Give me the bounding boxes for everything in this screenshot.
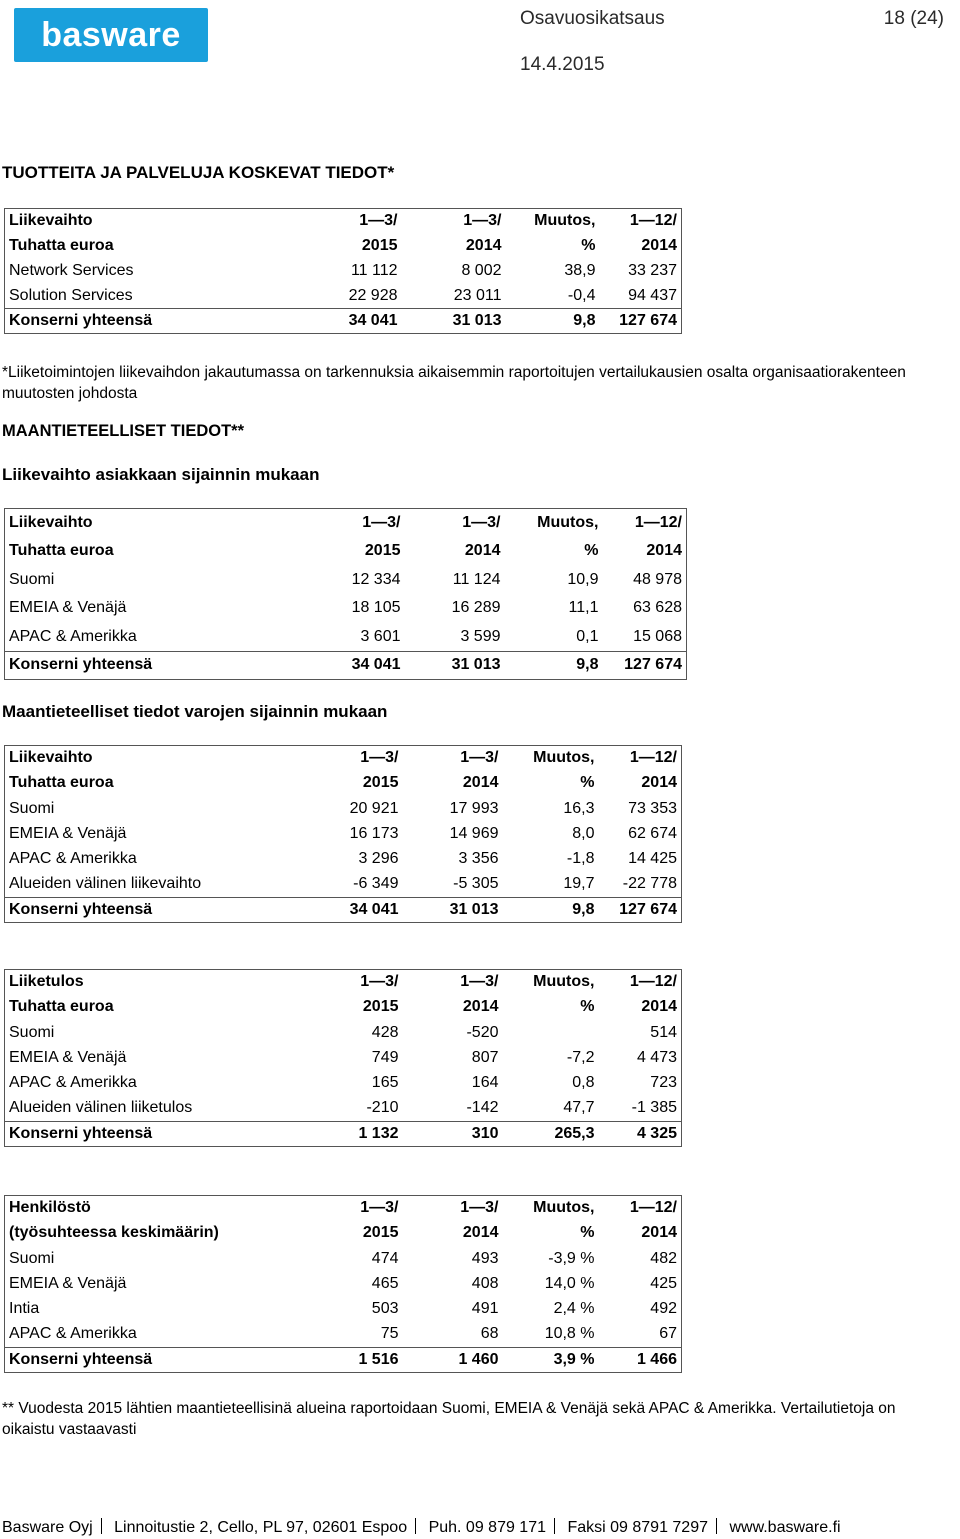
value-cell: 3,9 % — [503, 1347, 599, 1372]
value-cell: 94 437 — [628, 286, 677, 304]
total-row — [5, 651, 687, 680]
total-row — [5, 309, 682, 334]
header-row — [5, 209, 682, 234]
value-cell: 2015 — [362, 1224, 399, 1242]
value-cell: 1—3/ — [460, 1199, 499, 1217]
row-label: Konserni yhteensä — [5, 897, 235, 922]
value-cell: 164 — [471, 1074, 499, 1092]
row-label: Konserni yhteensä — [5, 1347, 243, 1372]
value-cell: 2014 — [646, 542, 682, 560]
table-row — [5, 847, 682, 872]
value-cell: 33 237 — [628, 262, 677, 279]
table-row — [5, 872, 682, 897]
value-cell: 3 601 — [360, 627, 401, 645]
value-cell: 0,1 — [576, 627, 599, 645]
value-cell: Muutos, — [537, 514, 599, 531]
value-cell: 2014 — [641, 998, 677, 1016]
value-cell: 492 — [650, 1300, 677, 1318]
value-cell: 73 353 — [628, 799, 677, 817]
customer-location-heading: Liikevaihto asiakkaan sijainnin mukaan — [2, 465, 320, 484]
value-cell: 2014 — [464, 542, 501, 560]
value-cell: 127 674 — [599, 897, 682, 922]
value-cell: 22 928 — [348, 286, 398, 304]
footer-phone: Puh. 09 879 171 — [428, 1519, 546, 1536]
table-row — [5, 1246, 682, 1271]
value-cell: 63 628 — [633, 599, 682, 617]
header-row — [5, 995, 682, 1020]
table-row — [5, 1271, 682, 1296]
row-label: Konserni yhteensä — [5, 309, 219, 334]
header-row — [5, 970, 682, 995]
value-cell: 34 041 — [235, 897, 403, 922]
value-cell: 10,8 % — [544, 1325, 595, 1343]
header-row — [5, 771, 682, 796]
value-cell: -1 385 — [631, 1099, 677, 1117]
row-label: Suomi — [9, 1249, 55, 1267]
row-label: Tuhatta euroa — [9, 774, 114, 792]
value-cell: -520 — [466, 1023, 499, 1041]
row-label: Alueiden välinen liikevaihto — [9, 875, 202, 893]
value-cell: 127 674 — [600, 309, 682, 334]
value-cell: -0,4 — [567, 286, 596, 304]
row-label: Henkilöstö — [9, 1199, 91, 1217]
row-label: Konserni yhteensä — [5, 651, 219, 680]
value-cell: 465 — [371, 1275, 399, 1293]
value-cell: 493 — [471, 1249, 499, 1267]
footer-separator — [554, 1518, 555, 1534]
table-row — [5, 1297, 682, 1322]
value-cell: 8 002 — [461, 262, 502, 279]
value-cell: 31 013 — [402, 309, 506, 334]
value-cell: 2014 — [462, 998, 499, 1016]
header-row — [5, 1196, 682, 1221]
value-cell: -7,2 — [566, 1049, 595, 1067]
footer-company: Basware Oyj — [2, 1519, 93, 1536]
value-cell: % — [584, 542, 599, 560]
value-cell: 1—3/ — [360, 973, 399, 991]
row-label: Tuhatta euroa — [9, 542, 114, 560]
value-cell: -142 — [466, 1099, 499, 1117]
value-cell: Muutos, — [534, 212, 596, 230]
value-cell: 14,0 % — [544, 1275, 595, 1293]
products-table — [4, 208, 682, 334]
value-cell: 1—3/ — [460, 973, 499, 991]
row-label: EMEIA & Venäjä — [9, 1275, 127, 1293]
row-label: Tuhatta euroa — [9, 998, 114, 1016]
header-row — [5, 509, 687, 538]
value-cell: 1 460 — [403, 1347, 503, 1372]
value-cell: 2015 — [364, 542, 401, 560]
total-row — [5, 1121, 682, 1146]
footer-website[interactable]: www.basware.fi — [729, 1519, 841, 1536]
value-cell: 4 325 — [599, 1121, 682, 1146]
row-label: EMEIA & Venäjä — [9, 599, 127, 617]
value-cell: 16,3 — [563, 799, 595, 817]
value-cell: 47,7 — [563, 1099, 595, 1117]
value-cell: % — [580, 1224, 595, 1242]
value-cell: 1 132 — [235, 1121, 403, 1146]
value-cell: 38,9 — [564, 262, 596, 279]
value-cell: 1 516 — [243, 1347, 403, 1372]
row-label: APAC & Amerikka — [9, 1074, 137, 1092]
personnel-table — [4, 1195, 682, 1373]
value-cell: -210 — [366, 1099, 399, 1117]
value-cell: 2015 — [362, 774, 399, 792]
row-label: Tuhatta euroa — [9, 237, 114, 254]
value-cell: 62 674 — [628, 825, 677, 843]
value-cell: Muutos, — [533, 973, 595, 991]
value-cell: 1—12/ — [629, 1199, 677, 1217]
value-cell: 4 473 — [636, 1049, 677, 1067]
value-cell: 127 674 — [603, 651, 687, 680]
row-label: EMEIA & Venäjä — [9, 825, 127, 843]
value-cell: 514 — [650, 1023, 677, 1041]
value-cell: 491 — [471, 1300, 499, 1318]
value-cell: % — [580, 998, 595, 1016]
customer-location-table — [4, 508, 687, 680]
basware-logo: basware — [14, 8, 208, 62]
row-label: Intia — [9, 1300, 40, 1318]
row-label: Network Services — [9, 262, 134, 279]
value-cell: 1—3/ — [359, 212, 398, 230]
value-cell: 1—12/ — [629, 749, 677, 767]
row-label: APAC & Amerikka — [9, 1325, 137, 1343]
value-cell: Muutos, — [533, 749, 595, 767]
value-cell: 1—12/ — [629, 212, 677, 230]
footer-separator — [415, 1518, 416, 1534]
value-cell: 408 — [471, 1275, 499, 1293]
value-cell: 14 969 — [449, 825, 499, 843]
value-cell: 18 105 — [351, 599, 401, 617]
table-row — [5, 1045, 682, 1070]
revenue-by-assets-table — [4, 745, 682, 923]
value-cell: 2,4 % — [553, 1300, 595, 1318]
value-cell: 11,1 — [568, 599, 599, 617]
value-cell: 3 296 — [358, 850, 399, 868]
table-row — [5, 284, 682, 309]
value-cell: 48 978 — [633, 570, 682, 588]
value-cell: 807 — [471, 1049, 499, 1067]
value-cell: 2014 — [641, 774, 677, 792]
products-heading: TUOTTEITA JA PALVELUJA KOSKEVAT TIEDOT* — [2, 163, 395, 182]
value-cell: 14 425 — [628, 850, 677, 868]
value-cell: 11 112 — [350, 262, 398, 279]
value-cell: 31 013 — [405, 651, 505, 680]
header-row — [5, 746, 682, 771]
value-cell: 749 — [371, 1049, 399, 1067]
value-cell: 31 013 — [403, 897, 503, 922]
value-cell: 9,8 — [506, 309, 600, 334]
row-label: EMEIA & Venäjä — [9, 1049, 127, 1067]
value-cell: 15 068 — [633, 627, 682, 645]
row-label: Suomi — [9, 799, 55, 817]
value-cell: 12 334 — [351, 570, 401, 588]
value-cell: 23 011 — [453, 286, 502, 304]
value-cell: 165 — [371, 1074, 399, 1092]
value-cell: 474 — [371, 1249, 399, 1267]
row-label: Liikevaihto — [9, 749, 93, 767]
value-cell: 2015 — [361, 237, 398, 254]
value-cell: 9,8 — [505, 651, 603, 680]
table-row — [5, 1020, 682, 1045]
value-cell: 2014 — [462, 1224, 499, 1242]
row-label: APAC & Amerikka — [9, 627, 137, 645]
value-cell: 310 — [403, 1121, 503, 1146]
row-label: Liikevaihto — [9, 212, 93, 230]
value-cell: 2014 — [641, 237, 677, 254]
ebit-table — [4, 969, 682, 1147]
footer-separator — [716, 1518, 717, 1534]
value-cell: 34 041 — [219, 309, 402, 334]
total-row — [5, 897, 682, 922]
value-cell: 1—3/ — [462, 514, 501, 531]
value-cell: 1—3/ — [360, 1199, 399, 1217]
value-cell: Muutos, — [533, 1199, 595, 1217]
value-cell: 1—3/ — [460, 749, 499, 767]
row-label: Liikevaihto — [9, 514, 93, 531]
value-cell: -22 778 — [622, 875, 677, 893]
value-cell: 1—3/ — [362, 514, 401, 531]
asset-location-heading: Maantieteelliset tiedot varojen sijainnin mukaan — [2, 702, 388, 721]
value-cell: 2014 — [641, 1224, 677, 1242]
row-label: Konserni yhteensä — [5, 1121, 235, 1146]
value-cell: 3 599 — [460, 627, 501, 645]
table-row — [5, 796, 682, 821]
document-date: 14.4.2015 — [520, 54, 605, 75]
footer-separator — [101, 1518, 102, 1534]
value-cell: 34 041 — [219, 651, 405, 680]
value-cell: 3 356 — [458, 850, 499, 868]
table-row — [5, 1071, 682, 1096]
row-label: Suomi — [9, 570, 55, 588]
value-cell: 16 289 — [451, 599, 501, 617]
row-label: Solution Services — [9, 286, 133, 304]
value-cell: 16 173 — [349, 825, 399, 843]
value-cell: 428 — [371, 1023, 399, 1041]
value-cell: 1—12/ — [629, 973, 677, 991]
value-cell: 2015 — [362, 998, 399, 1016]
value-cell: 503 — [371, 1300, 399, 1318]
value-cell: 2014 — [465, 237, 502, 254]
document-title: Osavuosikatsaus — [520, 8, 665, 29]
value-cell: 723 — [650, 1074, 677, 1092]
row-label: (työsuhteessa keskimäärin) — [9, 1224, 219, 1242]
header-row — [5, 537, 687, 566]
page-number: 18 (24) — [883, 8, 944, 29]
total-row — [5, 1347, 682, 1372]
row-label: APAC & Amerikka — [9, 850, 137, 868]
value-cell: 8,0 — [572, 825, 595, 843]
value-cell: 75 — [380, 1325, 399, 1343]
table-row — [5, 1322, 682, 1347]
header-row — [5, 1221, 682, 1246]
geo-footnote: ** Vuodesta 2015 lähtien maantieteellisinä alueina raportoidaan Suomi, EMEIA & Venäjä sekä APAC & Amerikka. Vertailutietoja on oikaistu vastaavasti — [2, 1400, 896, 1438]
value-cell: 10,9 — [567, 570, 599, 588]
header-row — [5, 234, 682, 259]
value-cell: 265,3 — [503, 1121, 599, 1146]
row-label: Suomi — [9, 1023, 55, 1041]
geo-heading: MAANTIETEELLISET TIEDOT** — [2, 422, 245, 440]
footer-address: Linnoitustie 2, Cello, PL 97, 02601 Espoo — [114, 1519, 408, 1536]
value-cell: -5 305 — [453, 875, 499, 893]
value-cell: -1,8 — [566, 850, 595, 868]
table-row — [5, 566, 687, 595]
value-cell — [503, 1020, 599, 1045]
value-cell: 1—3/ — [360, 749, 399, 767]
table-row — [5, 821, 682, 846]
value-cell: 19,7 — [563, 875, 595, 893]
value-cell: 0,8 — [572, 1074, 595, 1092]
value-cell: -3,9 % — [548, 1249, 595, 1267]
value-cell: 1 466 — [599, 1347, 682, 1372]
table-row — [5, 259, 682, 284]
value-cell: 482 — [650, 1249, 677, 1267]
row-label: Alueiden välinen liiketulos — [9, 1099, 193, 1117]
value-cell: 1—3/ — [463, 212, 502, 230]
value-cell: 20 921 — [349, 799, 399, 817]
value-cell: 17 993 — [449, 799, 499, 817]
table-row — [5, 1096, 682, 1121]
table-row — [5, 623, 687, 652]
value-cell: 2014 — [462, 774, 499, 792]
value-cell: % — [580, 774, 595, 792]
footer-fax: Faksi 09 8791 7297 — [567, 1519, 708, 1536]
table-row — [5, 594, 687, 623]
value-cell: 68 — [480, 1325, 499, 1343]
page-footer — [2, 1518, 841, 1537]
value-cell: -6 349 — [353, 875, 399, 893]
row-label: Liiketulos — [9, 973, 84, 991]
products-footnote: *Liiketoimintojen liikevaihdon jakautumassa on tarkennuksia aikaisemmin raportoitujen vertailukausien osalta organisaatiorakenteen muutosten johdosta — [2, 364, 906, 402]
value-cell: 1—12/ — [634, 514, 682, 531]
value-cell: 9,8 — [503, 897, 599, 922]
value-cell: % — [581, 237, 596, 254]
value-cell: 11 124 — [452, 570, 501, 588]
value-cell: 67 — [659, 1325, 677, 1343]
value-cell: 425 — [650, 1275, 677, 1293]
